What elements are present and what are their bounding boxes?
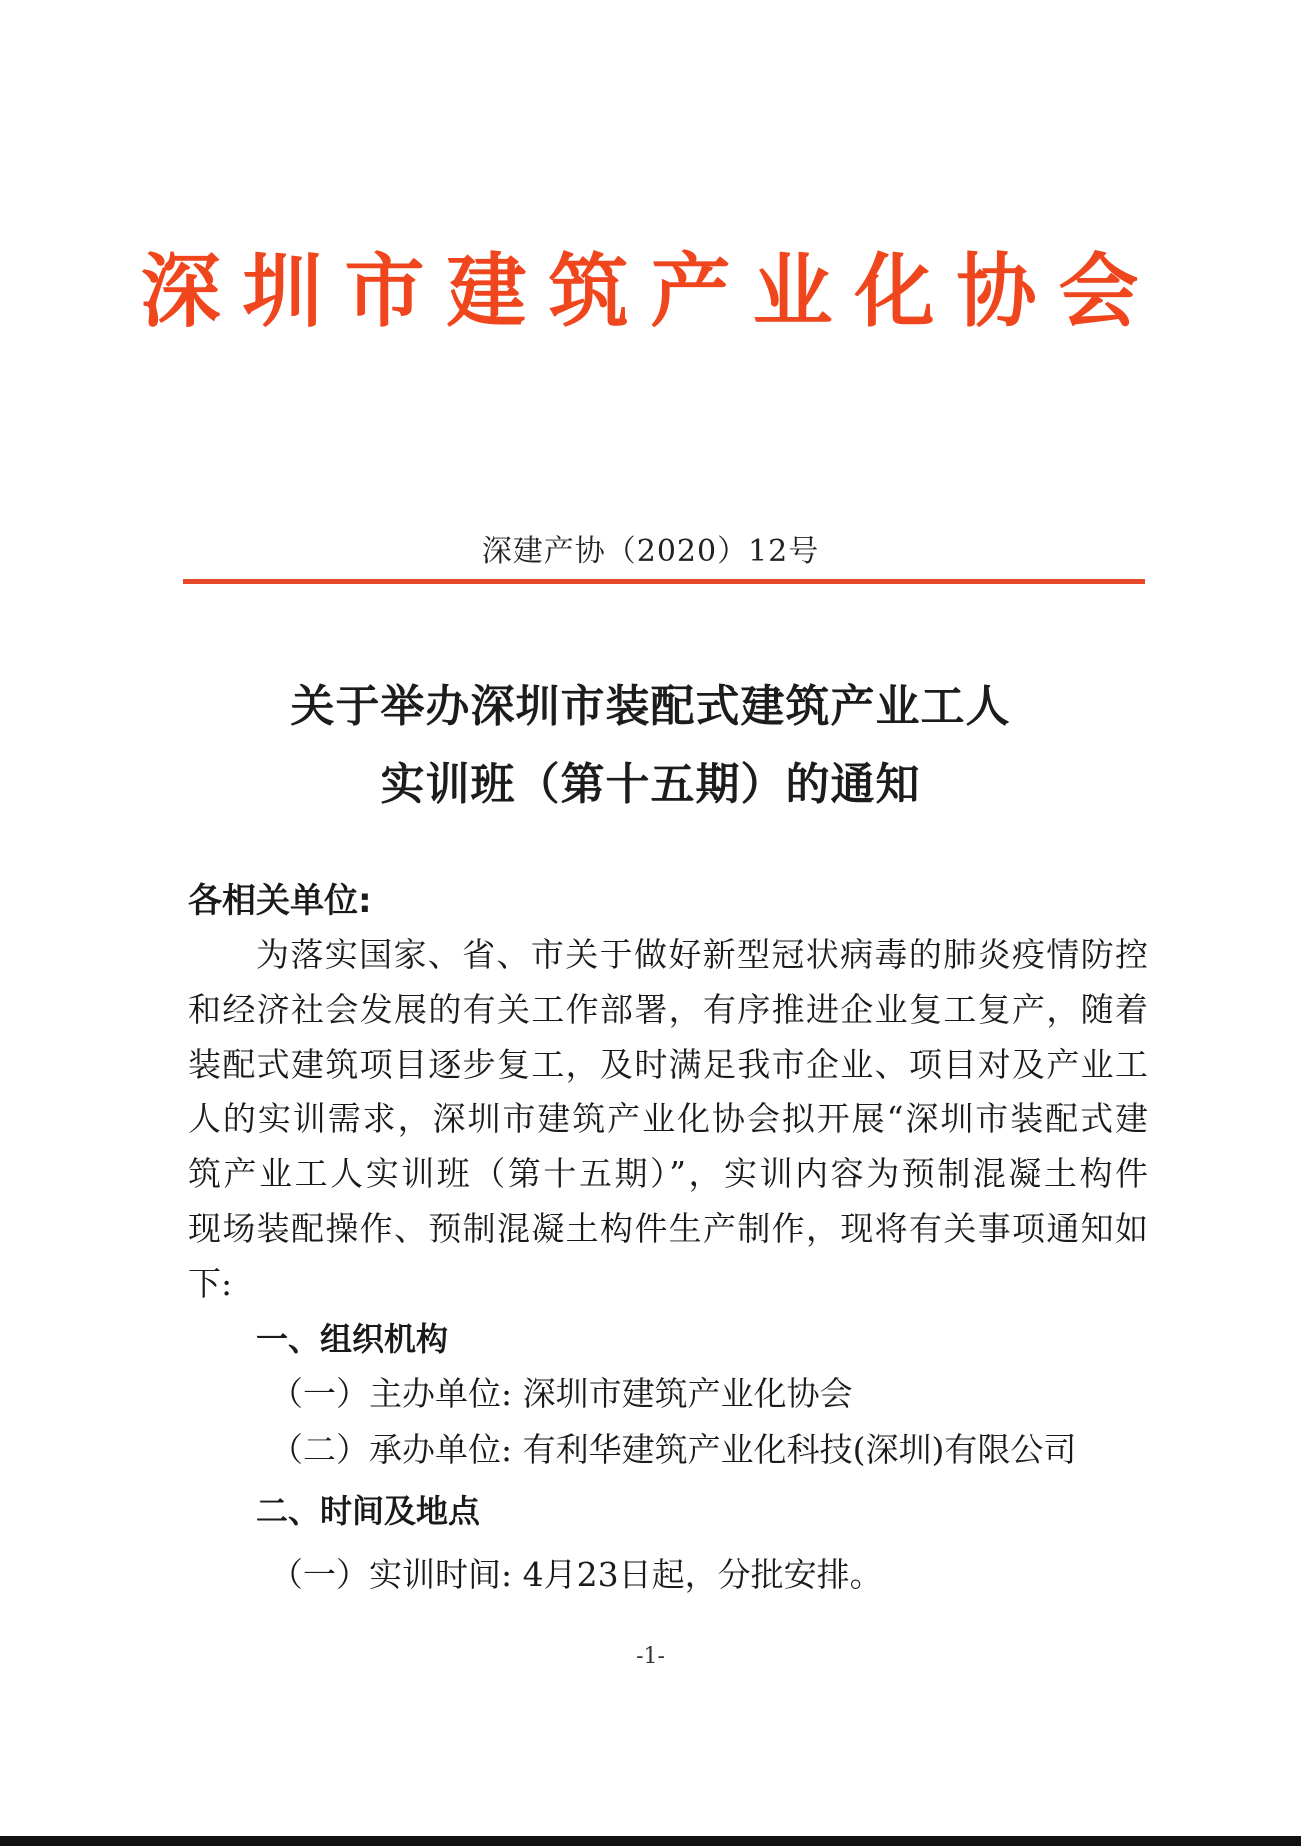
- organization-letterhead: 深圳市建筑产业化协会: [140, 245, 1161, 338]
- training-time-item: （一）实训时间: 4月23日起，分批安排。: [270, 1555, 883, 1594]
- document-title-line-2: 实训班（第十五期）的通知: [380, 759, 921, 810]
- salutation: 各相关单位:: [188, 881, 372, 921]
- intro-paragraph-line: 人的实训需求，深圳市建筑产业化协会拟开展“深圳市装配式建: [188, 1099, 1148, 1138]
- section-heading-time-location: 二、时间及地点: [256, 1492, 481, 1530]
- red-divider-line: [183, 579, 1145, 584]
- intro-paragraph-line: 筑产业工人实训班（第十五期）”，实训内容为预制混凝土构件: [188, 1154, 1148, 1193]
- intro-paragraph-line: 现场装配操作、预制混凝土构件生产制作，现将有关事项通知如: [188, 1209, 1148, 1248]
- intro-paragraph-line: 为落实国家、省、市关于做好新型冠状病毒的肺炎疫情防控: [256, 935, 1148, 974]
- intro-paragraph-line: 装配式建筑项目逐步复工，及时满足我市企业、项目对及产业工: [188, 1045, 1148, 1084]
- scan-bottom-edge: [0, 1836, 1301, 1846]
- document-title-line-1: 关于举办深圳市装配式建筑产业工人: [290, 681, 1011, 732]
- page-number: -1-: [636, 1644, 665, 1669]
- intro-paragraph-line: 下:: [188, 1264, 233, 1303]
- section-heading-organization: 一、组织机构: [256, 1320, 449, 1358]
- organizer-item: （一）主办单位: 深圳市建筑产业化协会: [270, 1374, 853, 1413]
- intro-paragraph-line: 和经济社会发展的有关工作部署，有序推进企业复工复产，随着: [188, 990, 1148, 1029]
- document-number: 深建产协（2020）12号: [481, 534, 820, 569]
- co-organizer-item: （二）承办单位: 有利华建筑产业化科技(深圳)有限公司: [270, 1430, 1077, 1469]
